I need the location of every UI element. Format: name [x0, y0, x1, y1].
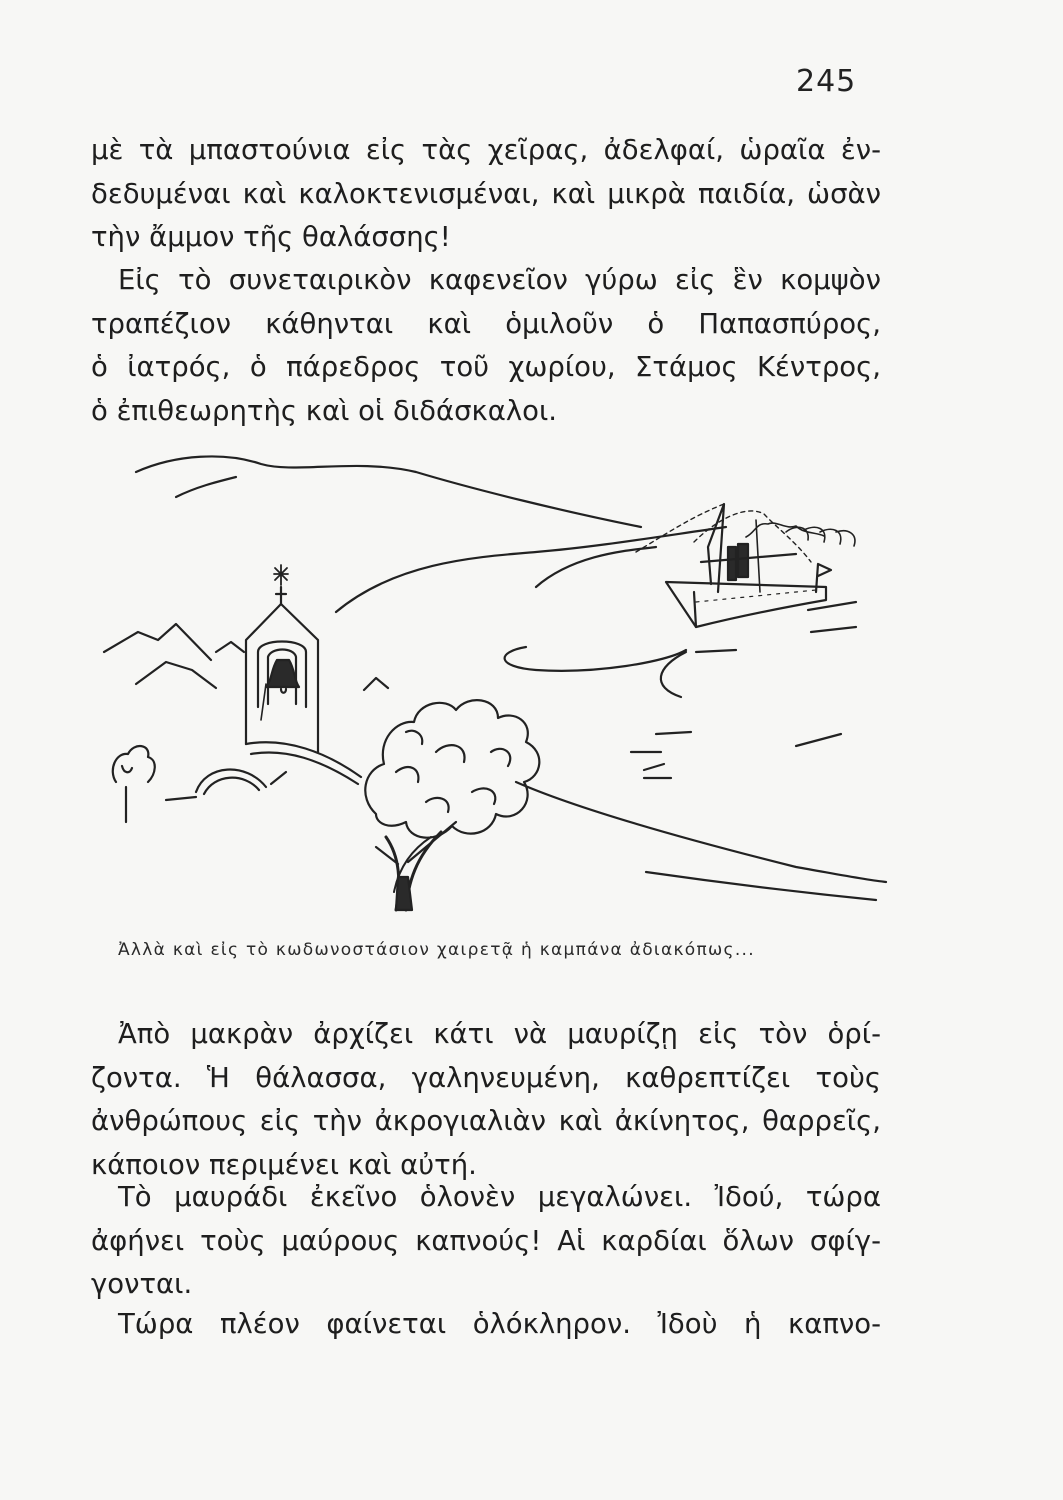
tree — [365, 700, 539, 910]
water-line — [656, 732, 691, 734]
figure-caption: Ἀλλὰ καὶ εἰς τὸ κωδωνοστάσιον χαιρετᾷ ἡ καμπάνα ἀδιακόπως... — [118, 940, 755, 960]
illustration-harbor-scene — [96, 452, 896, 917]
text-line: γονται. — [91, 1268, 193, 1300]
text-line: ἀφήνει τοὺς μαύρους καπνούς! Αἱ καρδίαι ὅλων σφίγ- — [91, 1224, 881, 1257]
paragraph-5 — [91, 1303, 881, 1347]
mountain-outline — [104, 624, 211, 660]
text-line: ὁ ἰατρός, ὁ πάρεδρος τοῦ χωρίου, Στάμος Κέντρος, — [91, 351, 881, 383]
bush — [113, 746, 155, 782]
paragraph-4 — [91, 1176, 881, 1307]
text-line: Εἰς τὸ συνεταιρικὸν καφενεῖον γύρω εἰς ἓν κομψὸν — [118, 264, 881, 296]
text-line: ἀνθρώπους εἰς τὴν ἀκρογιαλιὰν καὶ ἀκίνητος, θαρρεῖς, — [91, 1105, 881, 1137]
paragraph-1 — [91, 129, 881, 260]
text-line: δεδυμέναι καὶ καλοκτενισμέναι, καὶ μικρὰ παιδία, ὡσὰν — [91, 177, 881, 210]
text-line: ζοντα. Ἡ θάλασσα, γαληνευμένη, καθρεπτίζει τοὺς — [91, 1061, 881, 1094]
water-line — [644, 764, 671, 778]
text-line: Τὸ μαυράδι ἐκεῖνο ὁλονὲν μεγαλώνει. Ἰδού, τώρα — [118, 1181, 881, 1213]
paragraph-3 — [91, 1013, 881, 1187]
text-line: τραπέζιον κάθηνται καὶ ὁμιλοῦν ὁ Παπασπύρος, — [91, 307, 881, 340]
water-line — [696, 650, 736, 652]
text-line: Τώρα πλέον φαίνεται ὁλόκληρον. Ἰδοὺ ἡ καπνο- — [118, 1308, 881, 1340]
church-dome — [166, 797, 196, 800]
water-line — [808, 602, 856, 610]
text-line: ὁ ἐπιθεωρητὴς καὶ οἱ διδάσκαλοι. — [91, 394, 558, 427]
mountain-outline — [136, 662, 216, 688]
mountain-outline — [216, 642, 244, 652]
church-roof — [246, 742, 361, 777]
text-line: κάποιον περιμένει καὶ αὐτή. — [91, 1148, 477, 1181]
bush — [122, 766, 132, 772]
text-line: τὴν ἄμμον τῆς θαλάσσης! — [91, 221, 451, 253]
church-dome — [271, 772, 286, 784]
mountain-outline — [364, 678, 388, 690]
bell-tower — [246, 565, 318, 752]
church-dome — [204, 778, 259, 794]
hill-outline — [536, 547, 656, 587]
hill-outline — [336, 527, 726, 612]
page-number: 245 — [796, 64, 857, 99]
water-line — [796, 734, 841, 746]
text-line: Ἀπὸ μακρὰν ἀρχίζει κάτι νὰ μαυρίζῃ εἰς τὸν ὁρί- — [118, 1018, 881, 1050]
hill-outline — [176, 477, 236, 497]
shoreline — [516, 782, 886, 882]
paragraph-2 — [91, 259, 881, 433]
hill-outline — [136, 456, 641, 527]
church-roof — [251, 752, 358, 784]
water-line — [505, 647, 686, 671]
water-line — [811, 627, 856, 632]
text-line: μὲ τὰ μπαστούνια εἰς τὰς χεῖρας, ἀδελφαί, ὡραῖα ἐν- — [91, 134, 881, 166]
